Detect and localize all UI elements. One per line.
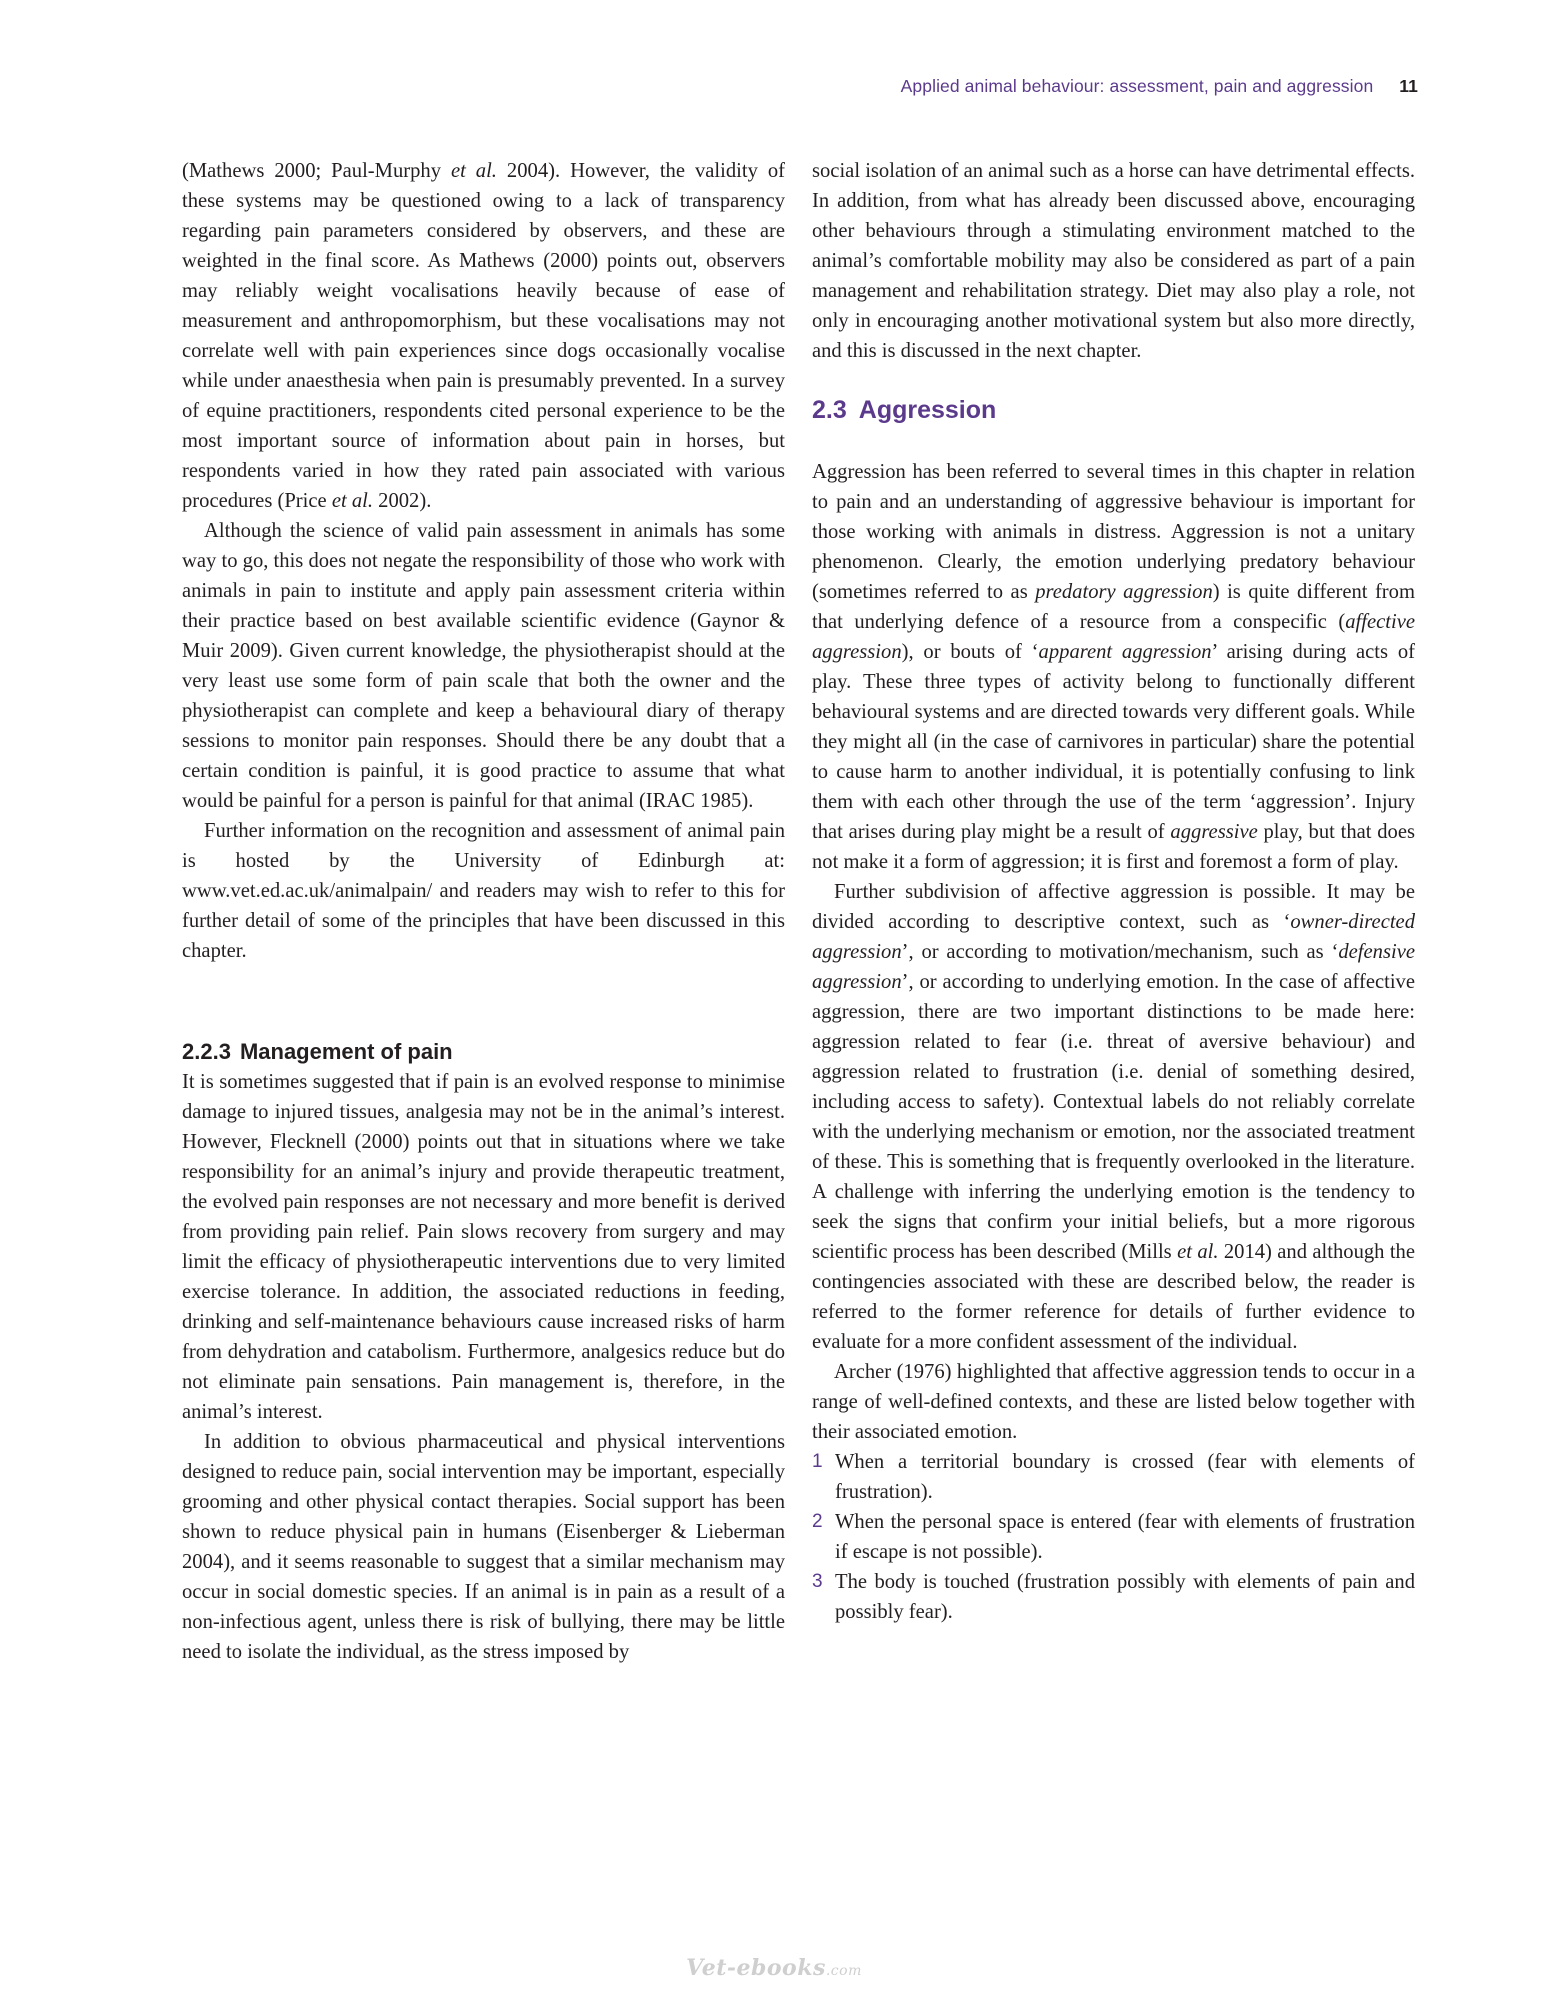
section-heading-2-2-3: 2.2.3 Management of pain: [182, 1039, 453, 1064]
paragraph: social isolation of an animal such as a horse can have detrimental effects. In addition, from what has already been discussed above, encouraging other behaviours through a stimulating environment matched to the animal’s comfortable mobility may also be considered as part of a pain management and rehabilitation strategy. Diet may also play a role, not only in encouraging another motivational system but also more directly, and this is discussed in the next chapter.: [812, 160, 1415, 362]
watermark-logo: Vet-ebooks.com: [686, 1955, 862, 1981]
paragraph: It is sometimes suggested that if pain is an evolved response to minimise damage to injured tissues, analgesia may not be in the animal’s interest. However, Flecknell (2000) points out that in situations where we take responsibility for an animal’s injury and provide therapeutic treatment, the evolved pain responses are not necessary and more benefit is derived from providing pain relief. Pain slows recovery from surgery and may limit the efficacy of physiotherapeutic interventions due to very limited exercise tolerance. In addition, the associated reductions in feeding, drinking and self-maintenance behaviours cause increased risks of harm from dehydration and catabolism. Furthermore, analgesics reduce but do not eliminate pain sensations. Pain management is, therefore, in the animal’s interest.: [182, 1071, 785, 1423]
paragraph: In addition to obvious pharmaceutical and physical interventions designed to reduce pain, social intervention may be important, especially grooming and other physical contact therapies. Social support has been shown to reduce physical pain in humans (Eisenberger & Lieberman 2004), and it seems reasonable to suggest that a similar mechanism may occur in social domestic species. If an animal is in pain as a result of a non-infectious agent, unless there is risk of bullying, there may be little need to isolate the individual, as the stress imposed by: [182, 1431, 785, 1663]
paragraph: (Mathews 2000; Paul-Murphy et al. 2004). However, the validity of these systems may be questioned owing to a lack of transparency regarding pain parameters considered by observers, and these are weighted in the final score. As Mathews (2000) points out, observers may reliably weight vocalisations heavily because of ease of measurement and anthropomorphism, but these vocalisations may not correlate well with pain experiences since dogs occasionally vocalise while under anaesthesia when pain is presumably prevented. In a survey of equine practitioners, respondents cited personal experience to be the most important source of information about pain in horses, but respondents varied in how they rated pain associated with various procedures (Price et al. 2002).: [182, 160, 785, 512]
numbered-list: [812, 1447, 1415, 1627]
right-column: [812, 156, 1415, 1627]
section-heading-2-3: 2.3 Aggression: [812, 396, 997, 424]
list-item: 3 The body is touched (frustration possibly with elements of pain and possibly fear).: [812, 1571, 1415, 1623]
list-item: 2 When the personal space is entered (fear with elements of frustration if escape is not possible).: [812, 1511, 1415, 1563]
running-title: Applied animal behaviour: assessment, pain and aggression: [900, 76, 1374, 96]
running-header: [0, 76, 1418, 97]
paragraph: Further information on the recognition and assessment of animal pain is hosted by the University of Edinburgh at: www.vet.ed.ac.uk/animalpain/ and readers may wish to refer to this for further detail of some of the principles that have been discussed in this chapter.: [182, 820, 785, 962]
left-column: [182, 156, 785, 1667]
paragraph: Archer (1976) highlighted that affective aggression tends to occur in a range of well-defined contexts, and these are listed below together with their associated emotion.: [812, 1361, 1415, 1443]
paragraph: Although the science of valid pain assessment in animals has some way to go, this does not negate the responsibility of those who work with animals in pain to institute and apply pain assessment criteria within their practice based on best available scientific evidence (Gaynor & Muir 2009). Given current knowledge, the physiotherapist should at the very least use some form of pain scale that both the owner and the physiotherapist can complete and keep a behavioural diary of therapy sessions to monitor pain responses. Should there be any doubt that a certain condition is painful, it is good practice to assume that what would be painful for a person is painful for that animal (IRAC 1985).: [182, 520, 785, 812]
list-item: 1 When a territorial boundary is crossed (fear with elements of frustration).: [812, 1451, 1415, 1503]
paragraph: Aggression has been referred to several times in this chapter in relation to pain and an understanding of aggressive behaviour is important for those working with animals in distress. Aggression is not a unitary phenomenon. Clearly, the emotion underlying predatory behaviour (sometimes referred to as predatory aggression) is quite different from that underlying defence of a resource from a conspecific (affective aggression), or bouts of ‘apparent aggression’ arising during acts of play. These three types of activity belong to functionally different behavioural systems and are directed towards very different goals. While they might all (in the case of carnivores in particular) share the potential to cause harm to another individual, it is potentially confusing to link them with each other through the use of the term ‘aggression’. Injury that arises during play might be a result of aggressive play, but that does not make it a form of aggression; it is first and foremost a form of play.: [812, 461, 1416, 873]
page-number: 11: [1399, 76, 1418, 96]
paragraph: Further subdivision of affective aggression is possible. It may be divided according to descriptive context, such as ‘owner-directed aggression’, or according to motivation/mechanism, such as ‘defensive aggression’, or according to underlying emotion. In the case of affective aggression, there are two important distinctions to be made here: aggression related to fear (i.e. threat of aversive behaviour) and aggression related to frustration (i.e. denial of something desired, including access to safety). Contextual labels do not reliably correlate with the underlying mechanism or emotion, nor the associated treatment of these. This is something that is frequently overlooked in the literature. A challenge with inferring the underlying emotion is the tendency to seek the signs that confirm your initial beliefs, but a more rigorous scientific process has been described (Mills et al. 2014) and although the contingencies associated with these are described below, the reader is referred to the former reference for details of further evidence to evaluate for a more confident assessment of the individual.: [812, 881, 1415, 1353]
